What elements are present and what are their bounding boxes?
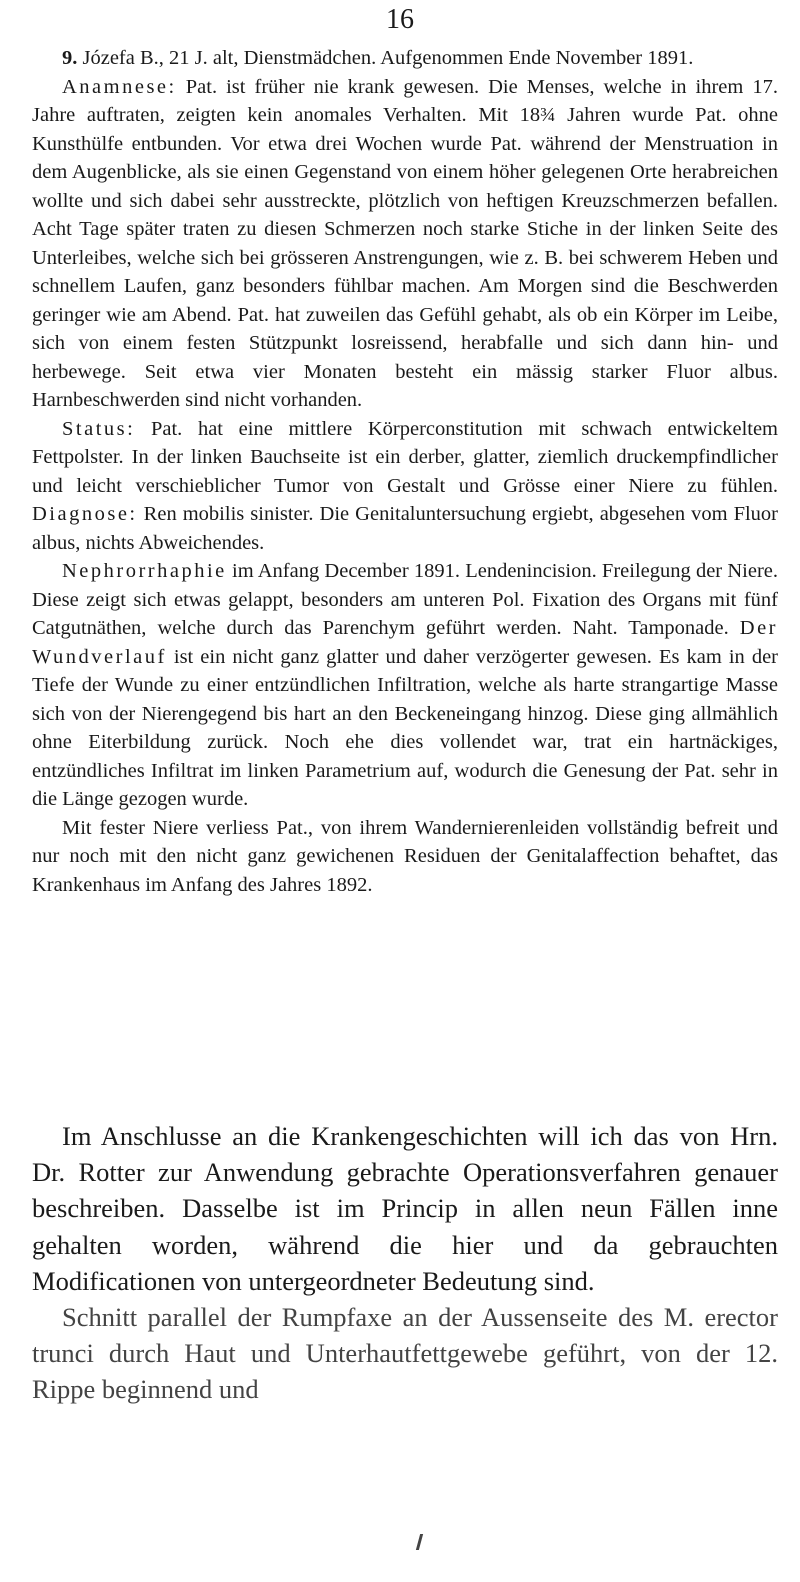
nephrorrhaphie-text: im Anfang December 1891. Lendenincision. Freilegung der Niere. Diese zeigt sich etwas gelappt, besonders am unteren Pol. Fixation des Organs mit fünf Catgutnäthen, welche durch das Parenchym geführt werden. Naht. Tamponade.	[32, 560, 778, 639]
status-text: Pat. hat eine mittlere Körperconstitution mit schwach entwickeltem Fettpolster. In der linken Bauchseite ist ein derber, glatter, ziemlich druckempfindlicher und leicht verschieblicher Tumor von Gestalt und Grösse einer Niere zu fühlen.	[32, 417, 779, 497]
operation-paragraph	[32, 557, 778, 814]
case-report	[32, 44, 778, 899]
page-number: 16	[386, 4, 414, 35]
case-number: 9.	[62, 47, 78, 69]
status-label: Status:	[62, 417, 136, 440]
wundverlauf-label: Der Wundverlauf	[32, 617, 779, 668]
nephrorrhaphie-label: Nephrorrhaphie	[62, 560, 227, 582]
main-text	[32, 1118, 778, 1408]
main-paragraph-2: Schnitt parallel der Rumpfaxe an der Aussenseite des M. erector trunci durch Haut und Unterhautfettgewebe geführt, von der 12. Rippe beginnend und	[32, 1302, 778, 1405]
anamnese-text: Pat. ist früher nie krank gewesen. Die Menses, welche in ihrem 17. Jahre auftraten, zeigten kein anomales Verhalten. Mit 18¾ Jahren wurde Pat. ohne Kunsthülfe entbunden. Vor etwa drei Wochen wurde Pat. während der Menstruation in dem Augenblicke, als sie einen Gegenstand von einem höher gelegenen Orte herabreichen wollte und sich dabei sehr ausstreckte, plötzlich von heftigen Kreuzschmerzen befallen. Acht Tage später traten zu diesen Schmerzen noch starke Stiche in der linken Seite des Unterleibes, welche sich bei grösseren Anstrengungen, wie z. B. bei schwerem Heben und schnellem Laufen, ganz besonders fühlbar machen. Am Morgen sind die Beschwerden geringer wie am Abend. Pat. hat zuweilen das Gefühl gehabt, als ob ein Körper im Leibe, sich von einem festen Stützpunkt losreissend, herabfalle und sich dann hin- und herbewege. Seit etwa vier Monaten besteht ein mässig starker Fluor albus. Harnbeschwerden sind nicht vorhanden.	[32, 75, 779, 411]
diagnose-label: Diagnose:	[32, 503, 138, 525]
anamnese-label: Anamnese:	[62, 75, 177, 98]
wundverlauf-text: ist ein nicht ganz glatter und daher verzögerter gewesen. Es kam in der Tiefe der Wunde zu einer entzündlichen Infiltration, welche als harte strangartige Masse sich von der Nierengegend bis hart an den Beckeneingang hinzog. Diese ging allmählich ohne Eiterbildung zurück. Noch ehe dies vollendet war, trat ein hartnäckiges, entzündliches Infiltrat im linken Parametrium auf, wodurch die Genesung der Pat. sehr in die Länge gezogen wurde.	[32, 645, 778, 810]
closing-paragraph: Mit fester Niere verliess Pat., von ihrem Wandernierenleiden vollständig befreit und nur noch mit den nicht ganz gewichenen Residuen der Genitalaffection behaftet, das Krankenhaus im Anfang des Jahres 1892.	[32, 816, 778, 896]
main-paragraph-1: Im Anschlusse an die Krankengeschichten will ich das von Hrn. Dr. Rotter zur Anwendung gebrachte Operationsverfahren genauer beschreiben. Dasselbe ist im Princip in allen neun Fällen inne gehalten worden, während die hier und da gebrauchten Modificationen von untergeordneter Bedeutung sind.	[32, 1121, 778, 1296]
ink-mark	[416, 1534, 423, 1550]
case-intro-text: Józefa B., 21 J. alt, Dienstmädchen. Aufgenommen Ende November 1891.	[82, 47, 694, 69]
case-intro	[32, 44, 778, 73]
diagnose-text: Ren mobilis sinister. Die Genitaluntersuchung ergiebt, abgesehen vom Fluor albus, nichts Abweichendes.	[32, 503, 779, 554]
status-paragraph	[32, 415, 778, 558]
anamnese-paragraph	[32, 73, 778, 415]
